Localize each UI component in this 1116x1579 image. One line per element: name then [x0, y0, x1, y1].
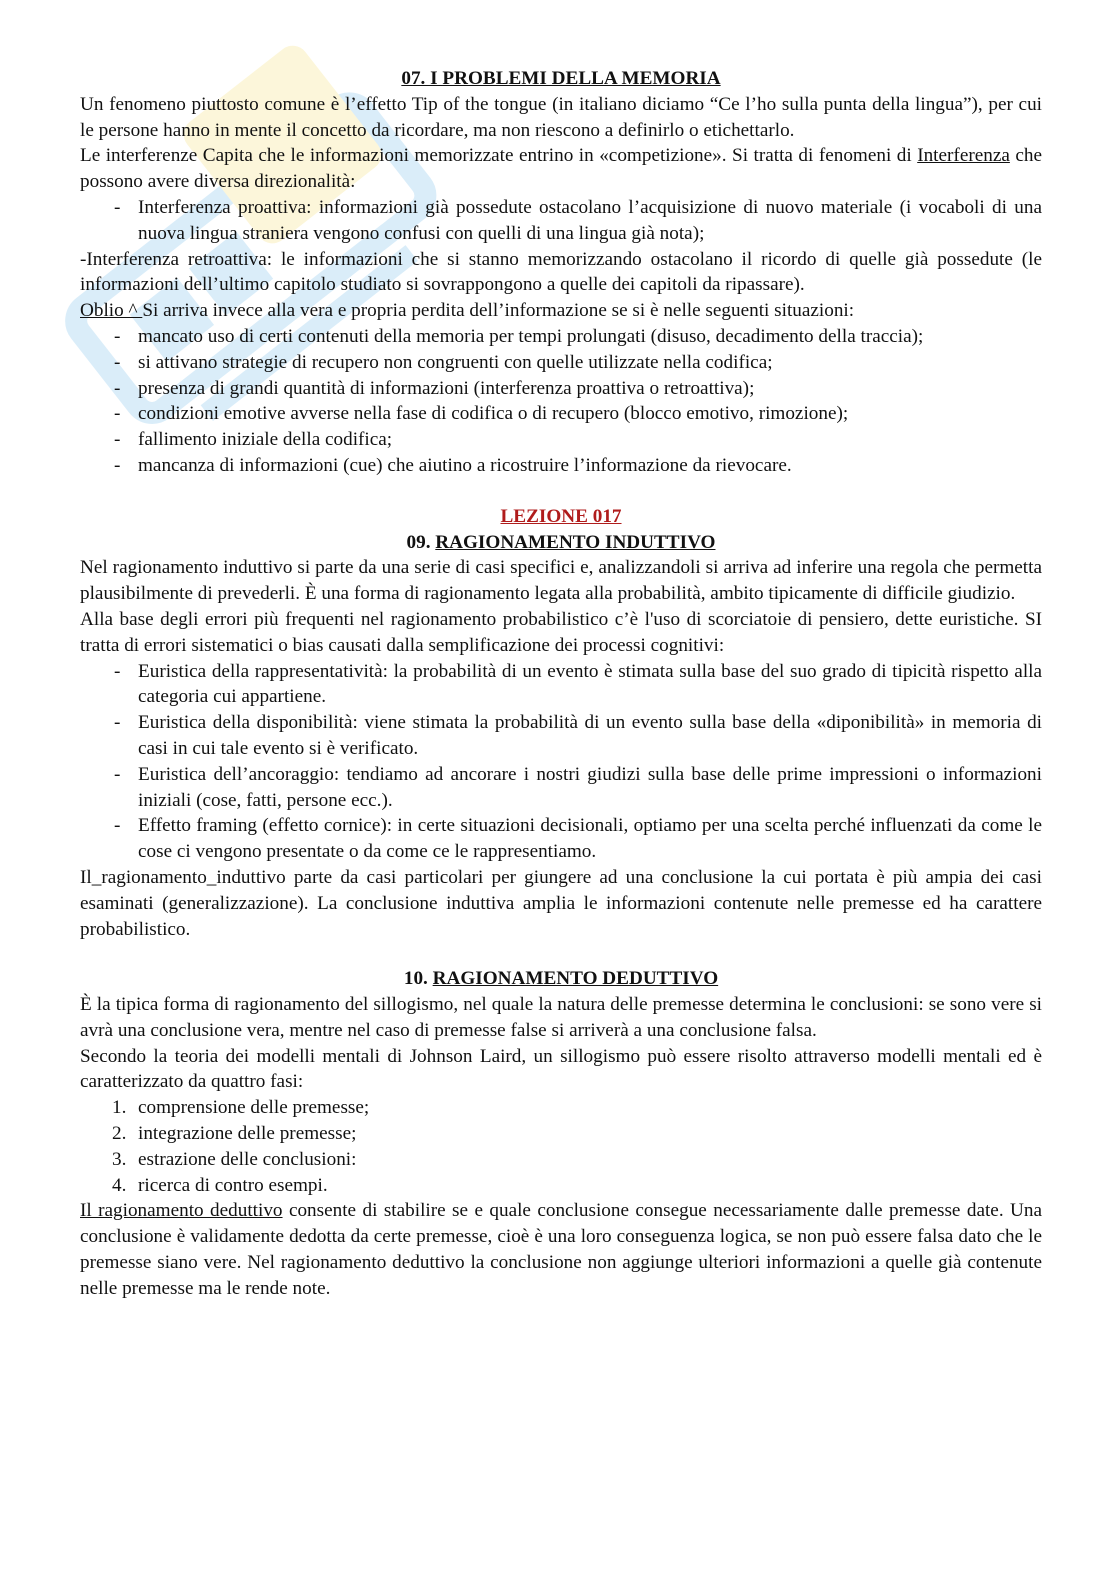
- phases-list: [80, 1095, 1042, 1198]
- list-number: 3.: [112, 1148, 127, 1170]
- list-text: estrazione delle conclusioni:: [138, 1148, 357, 1170]
- list-item: - Effetto framing (effetto cornice): in certe situazioni decisionali, optiamo per una scelta perché influenzati da come le cose ci vengono presentate o da come ce le rappresentiamo.: [80, 813, 1042, 865]
- list-item: - condizioni emotive avverse nella fase di codifica o di recupero (blocco emotivo, rimozione);: [80, 401, 1042, 427]
- section-title-text: RAGIONAMENTO DEDUTTIVO: [432, 968, 719, 990]
- section-number: 09.: [406, 531, 436, 553]
- list-text: comprensione delle premesse;: [138, 1097, 370, 1119]
- paragraph-text: consente di stabilire se e quale conclusione consegue necessariamente dalle premesse date. Una conclusione è validamente dedotta da certe premesse, cioè è una loro conseguenza logica, se non può essere falsa dato che le premesse siano vere. Nel ragionamento deduttivo la conclusione non aggiunge ulteriori informazioni a quelle già contenute nelle premesse ma le rende note.: [80, 1200, 1042, 1299]
- paragraph-text: che possono avere diversa direzionalità:: [80, 145, 1042, 193]
- lesson-label: [80, 504, 1042, 530]
- paragraph: È la tipica forma di ragionamento del sillogismo, nel quale la natura delle premesse determina le conclusioni: se sono vere si avrà una conclusione vera, mentre nel caso di premesse false si arriverà a una conclusione falsa.: [80, 994, 1042, 1041]
- list-number: 4.: [112, 1174, 127, 1196]
- section-title-induttivo: [80, 530, 1042, 556]
- list-item: - Euristica dell’ancoraggio: tendiamo ad ancorare i nostri giudizi sulla base delle prime impressioni o informazioni iniziali (cose, fatti, persone ecc.).: [80, 762, 1042, 814]
- list-item: [80, 1121, 1042, 1147]
- list-text: integrazione delle premesse;: [138, 1123, 357, 1145]
- list-item: [80, 1095, 1042, 1121]
- list-item: - Interferenza proattiva: informazioni già possedute ostacolano l’acquisizione di nuovo materiale (i vocaboli di una nuova lingua straniera vengono confusi con quelli di una lingua già nota);: [80, 195, 1042, 247]
- list-item: [80, 1147, 1042, 1173]
- list-item: - presenza di grandi quantità di informazioni (interferenza proattiva o retroattiva);: [80, 376, 1042, 402]
- paragraph: -Interferenza retroattiva: le informazioni che si stanno memorizzando ostacolano il ricordo di quelle già possedute (le informazioni dell’ultimo capitolo studiato si sovrappongono a quelle dei capitoli da ripassare).: [80, 248, 1042, 296]
- section-title-memoria: [80, 66, 1042, 92]
- lesson-label-text: LEZIONE 017: [500, 505, 622, 527]
- section-title-deduttivo: [80, 966, 1042, 992]
- paragraph: Nel ragionamento induttivo si parte da una serie di casi specifici e, analizzandoli si arriva ad inferire una regola che permetta plausibilmente di prevederli. È una forma di ragionamento legata alla probabilità, ambito tipicamente di difficile giudizio.: [80, 557, 1042, 605]
- paragraph: Un fenomeno piuttosto comune è l’effetto Tip of the tongue (in italiano diciamo “Ce l’ho sulla punta della lingua”), per cui le persone hanno in mente il concetto da ricordare, ma non riescono a definirlo o etichettarlo.: [80, 93, 1042, 141]
- list-item: - si attivano strategie di recupero non congruenti con quelle utilizzate nella codifica;: [80, 350, 1042, 376]
- section-title-text: RAGIONAMENTO INDUTTIVO: [435, 531, 716, 553]
- underlined-term: Interferenza: [917, 145, 1010, 167]
- list-item: [80, 1173, 1042, 1199]
- underlined-term: Oblio ^: [80, 300, 143, 322]
- section-title-text: 07. I PROBLEMI DELLA MEMORIA: [401, 68, 721, 89]
- paragraph: [80, 298, 1042, 324]
- paragraph-text: Si arriva invece alla vera e propria perdita dell’informazione se si è nelle seguenti situazioni:: [142, 300, 855, 322]
- section-number: 10.: [403, 968, 433, 990]
- list-item: - Euristica della rappresentatività: la probabilità di un evento è stimata sulla base del suo grado di tipicità rispetto alla categoria cui appartiene.: [80, 659, 1042, 711]
- underlined-term: Il ragionamento deduttivo: [80, 1200, 283, 1222]
- paragraph: Alla base degli errori più frequenti nel ragionamento probabilistico c’è l'uso di scorciatoie di pensiero, dette euristiche. SI tratta di errori sistematici o bias causati dalla semplificazione dei processi cognitivi:: [80, 608, 1042, 656]
- list-item: - fallimento iniziale della codifica;: [80, 427, 1042, 453]
- paragraph: [80, 143, 1042, 195]
- list-item: - mancanza di informazioni (cue) che aiutino a ricostruire l’informazione da rievocare.: [80, 453, 1042, 479]
- list-item: - mancato uso di certi contenuti della memoria per tempi prolungati (disuso, decadimento della traccia);: [80, 324, 1042, 350]
- paragraph: Secondo la teoria dei modelli mentali di Johnson Laird, un sillogismo può essere risolto attraverso modelli mentali ed è caratterizzato da quattro fasi:: [80, 1045, 1042, 1093]
- list-text: ricerca di contro esempi.: [138, 1174, 328, 1196]
- list-number: 2.: [112, 1123, 127, 1145]
- paragraph-text: Le interferenze Capita che le informazioni memorizzate entrino in «competizione». Si tratta di fenomeni di: [80, 145, 918, 167]
- document-page: [80, 66, 1042, 1302]
- interference-list: [80, 195, 1042, 247]
- list-item: - Euristica della disponibilità: viene stimata la probabilità di un evento sulla base della «diponibilità» in memoria di casi in cui tale evento si è verificato.: [80, 710, 1042, 762]
- oblio-list: [80, 324, 1042, 479]
- paragraph: Il_ragionamento_induttivo parte da casi particolari per giungere ad una conclusione la cui portata è più ampia dei casi esaminati (generalizzazione). La conclusione induttiva amplia le informazioni contenute nelle premesse ed ha carattere probabilistico.: [80, 866, 1042, 940]
- list-number: 1.: [112, 1097, 127, 1119]
- paragraph: [80, 1198, 1042, 1301]
- heuristics-list: [80, 659, 1042, 865]
